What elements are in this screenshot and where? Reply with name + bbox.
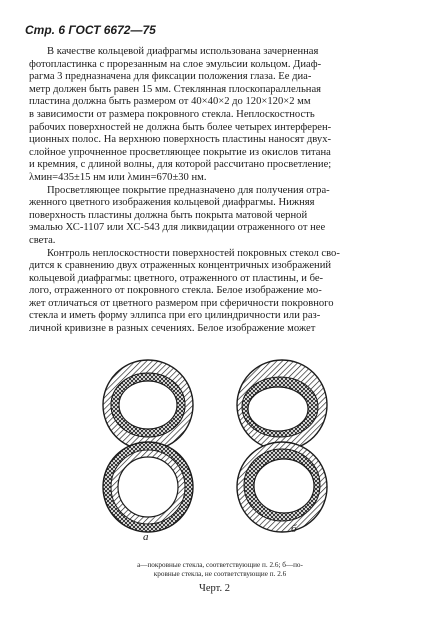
paragraph <box>29 185 406 248</box>
ring-figure <box>90 355 340 543</box>
figure-label-a: а <box>143 531 149 543</box>
paragraph <box>29 46 406 185</box>
body-text <box>29 46 406 336</box>
ring-a-bottom <box>103 442 193 532</box>
ring-diagrams <box>90 355 340 540</box>
text-line: дится к сравнению двух отраженных концентричных изображений <box>29 260 332 272</box>
text-line: личной кривизне в разных сечениях. Белое изображение может <box>29 323 316 335</box>
text-line: ционных полос. На верхнюю поверхность пластины наносят двух- <box>29 134 332 146</box>
text-line: λмин=435±15 нм или λмин=670±30 нм. <box>29 171 207 183</box>
figure-caption <box>70 561 370 579</box>
ring-b-top <box>237 360 327 450</box>
text-line: слойное упрочненное просветляющее покрытие из окислов титана <box>29 146 331 158</box>
caption-line: а—покровные стекла, соответствующие п. 2.6; б—по- <box>137 561 303 569</box>
text-line: женного цветного изображения кольцевой диафрагмы. Нижняя <box>29 197 315 209</box>
page-header: Стр. 6 ГОСТ 6672—75 <box>25 23 156 37</box>
ring-a-top <box>103 360 193 450</box>
text-line: фотопластинка с прорезанным на слое эмульсии кольцом. Диаф- <box>29 58 322 70</box>
text-line: метр должен быть равен 15 мм. Стеклянная плоскопараллельная <box>29 83 322 95</box>
text-line: в зависимости от размера покровного стекла. Неплоскостность <box>29 108 315 120</box>
drawing-number: Черт. 2 <box>199 583 230 594</box>
caption-line: кровные стекла, не соответствующие п. 2.6 <box>153 570 287 578</box>
text-line: рагма 3 предназначена для фиксации положения глаза. Ее диа- <box>29 71 312 83</box>
figure-label-b: б <box>291 523 297 535</box>
text-line: лого, отраженного от покровного стекла. Белое изображение мо- <box>29 285 322 297</box>
text-line: эмалью ХС-1107 или ХС-543 для ликвидации отраженного от нее <box>29 222 326 234</box>
text-line: Контроль неплоскостности поверхностей покровных стекол сво- <box>47 247 340 259</box>
ring-b-bottom <box>237 442 327 532</box>
text-line: Просветляющее покрытие предназначено для получения отра- <box>47 184 330 196</box>
text-line: кольцевой диафрагмы: цветного, отраженного от пластины, и бе- <box>29 272 324 284</box>
text-line: света. <box>29 234 56 246</box>
text-line: рабочих поверхностей не должна быть более четырех интерферен- <box>29 121 332 133</box>
text-line: стекла и иметь форму эллипса при его цилиндричности или раз- <box>29 310 321 322</box>
text-line: В качестве кольцевой диафрагмы использована зачерненная <box>47 46 319 57</box>
text-line: пластина должна быть размером от 40×40×2 до 120×120×2 мм <box>29 96 311 108</box>
paragraph <box>29 248 406 336</box>
text-line: жет отличаться от цветного размером при сферичности покровного <box>29 297 334 309</box>
text-line: и кремния, с длиной волны, для которой рассчитано просветление; <box>29 159 332 171</box>
text-line: поверхность пластины должна быть покрыта матовой черной <box>29 209 308 221</box>
